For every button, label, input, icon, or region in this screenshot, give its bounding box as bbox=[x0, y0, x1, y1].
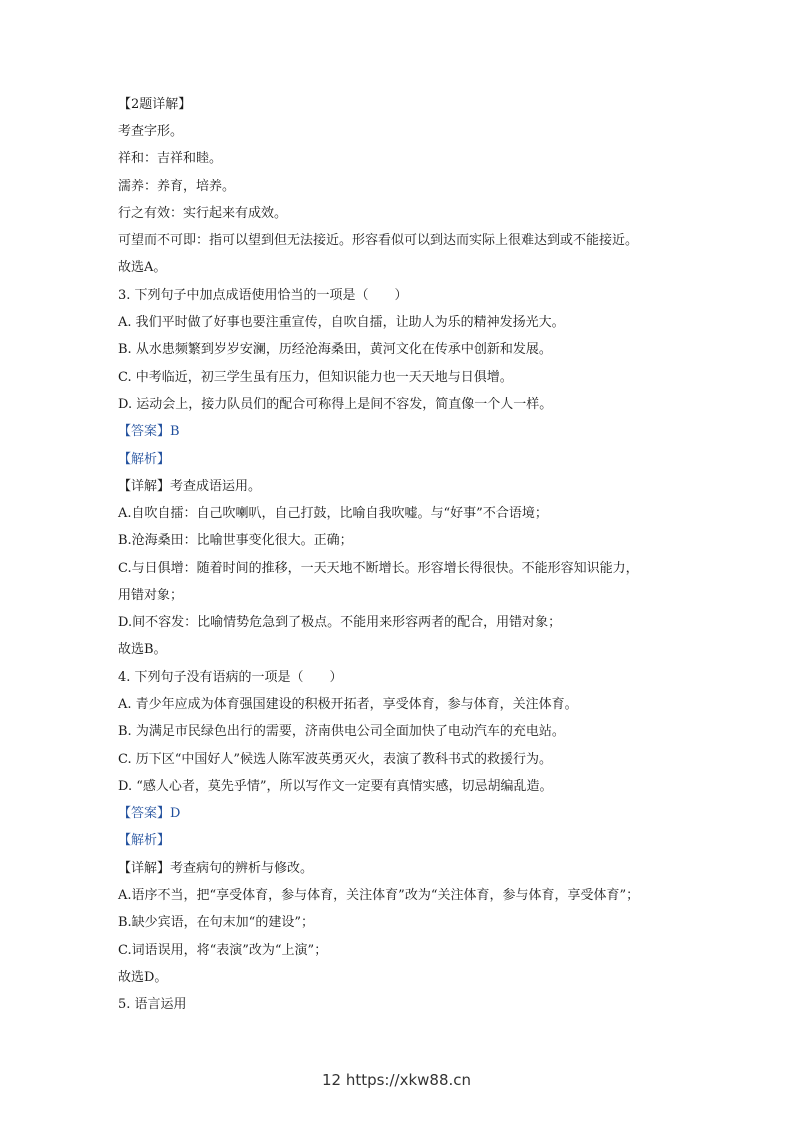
option-a: A. 我们平时做了好事也要注重宣传，自吹自擂，让助人为乐的精神发扬光大。 bbox=[118, 315, 565, 330]
question-5: 5. 语言运用 bbox=[118, 997, 187, 1012]
text-line: A.语序不当，把“享受体育，参与体育，关注体育”改为“关注体育，参与体育，享受体育”； bbox=[118, 888, 640, 903]
option-c: C. 历下区“中国好人”候选人陈军波英勇灭火，表演了教科书式的救援行为。 bbox=[118, 752, 553, 767]
page-footer: 12 https://xkw88.cn bbox=[321, 1071, 472, 1089]
answer-label: 【答案】B bbox=[118, 424, 180, 439]
detail-heading: 【详解】考查病句的辨析与修改。 bbox=[118, 861, 314, 876]
text-line: D.间不容发：比喻情势危急到了极点。不能用来形容两者的配合，用错对象； bbox=[118, 615, 562, 630]
option-d: D. 运动会上，接力队员们的配合可称得上是间不容发，简直像一个人一样。 bbox=[118, 397, 553, 412]
text-line: 濡养：养育，培养。 bbox=[118, 179, 236, 194]
option-b: B. 从水患频繁到岁岁安澜，历经沧海桑田，黄河文化在传承中创新和发展。 bbox=[118, 342, 552, 357]
text-line: 行之有效：实行起来有成效。 bbox=[118, 206, 288, 221]
text-line: C.与日俱增：随着时间的推移，一天天地不断增长。形容增长得很快。不能形容知识能力， bbox=[118, 561, 639, 576]
question-4: 4. 下列句子没有语病的一项是（ ） bbox=[118, 670, 343, 685]
answer-label: 【答案】D bbox=[118, 806, 181, 821]
option-b: B. 为满足市民绿色出行的需要，济南供电公司全面加快了电动汽车的充电站。 bbox=[118, 724, 565, 739]
text-line: C.词语误用，将“表演”改为“上演”； bbox=[118, 943, 328, 958]
analysis-label: 【解析】 bbox=[118, 452, 171, 467]
text-line: 可望而不可即：指可以望到但无法接近。形容看似可以到达而实际上很难达到或不能接近。 bbox=[118, 233, 639, 248]
text-line: A.自吹自擂：自己吹喇叭，自己打鼓，比喻自我吹嘘。与“好事”不合语境； bbox=[118, 506, 548, 521]
text-line: B.缺少宾语，在句末加“的建设”； bbox=[118, 915, 314, 930]
text-line: 故选A。 bbox=[118, 260, 167, 275]
detail-heading: 【详解】考查成语运用。 bbox=[118, 479, 262, 494]
analysis-label: 【解析】 bbox=[118, 833, 171, 848]
text-line: B.沧海桑田：比喻世事变化很大。正确； bbox=[118, 533, 353, 548]
option-c: C. 中考临近，初三学生虽有压力，但知识能力也一天天地与日俱增。 bbox=[118, 370, 513, 385]
option-a: A. 青少年应成为体育强国建设的积极开拓者，享受体育，参与体育，关注体育。 bbox=[118, 697, 578, 712]
text-line: 故选D。 bbox=[118, 970, 168, 985]
text-line: 祥和：吉祥和睦。 bbox=[118, 151, 223, 166]
section-heading: 【2题详解】 bbox=[118, 97, 192, 112]
option-d: D. “感人心者，莫先乎情”，所以写作文一定要有真情实感，切忌胡编乱造。 bbox=[118, 779, 553, 794]
question-3: 3. 下列句子中加点成语使用恰当的一项是（ ） bbox=[118, 288, 408, 303]
text-line: 考查字形。 bbox=[118, 124, 184, 139]
text-line: 故选B。 bbox=[118, 642, 167, 657]
text-line: 用错对象； bbox=[118, 588, 184, 603]
